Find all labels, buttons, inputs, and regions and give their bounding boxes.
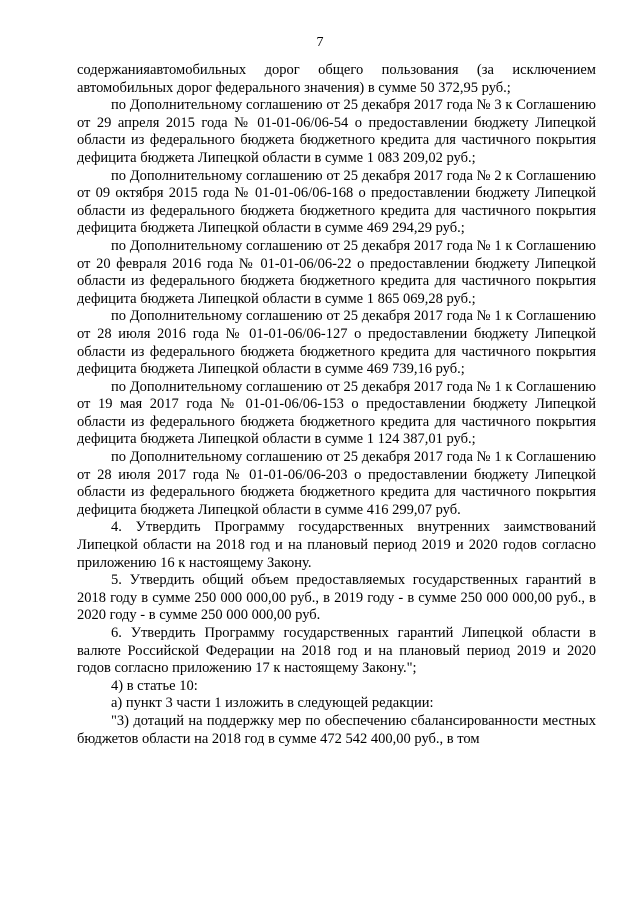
document-body xyxy=(77,62,596,748)
paragraph-agreement-1: по Дополнительному соглашению от 25 декабря 2017 года № 3 к Соглашению от 29 апреля 2015 года № 01-01-06/06-54 о предоставлении бюджету Липецкой области из федерального бюджета бюджетного кредита для частичного покрытия дефицита бюджета Липецкой области в сумме 1 083 209,02 руб.; xyxy=(77,97,596,166)
paragraph-continuation: содержанияавтомобильных дорог общего пользования (за исключением автомобильных дорог федерального значения) в сумме 50 372,95 руб.; xyxy=(77,62,596,96)
paragraph-agreement-2: по Дополнительному соглашению от 25 декабря 2017 года № 2 к Соглашению от 09 октября 2015 года № 01-01-06/06-168 о предоставлении бюджету Липецкой области из федерального бюджета бюджетного кредита для частичного покрытия дефицита бюджета Липецкой области в сумме 469 294,29 руб.; xyxy=(77,167,596,237)
paragraph-subitem-a: а) пункт 3 части 1 изложить в следующей редакции: xyxy=(111,695,434,712)
paragraph-agreement-6: по Дополнительному соглашению от 25 декабря 2017 года № 1 к Соглашению от 28 июля 2017 года № 01-01-06/06-203 о предоставлении бюджету Липецкой области из федерального бюджета бюджетного кредита для частичного покрытия дефицита бюджета Липецкой области в сумме 416 299,07 руб. xyxy=(77,449,596,518)
page-number: 7 xyxy=(316,35,324,50)
paragraph-agreement-5: по Дополнительному соглашению от 25 декабря 2017 года № 1 к Соглашению от 19 мая 2017 года № 01-01-06/06-153 о предоставлении бюджету Липецкой области из федерального бюджета бюджетного кредита для частичного покрытия дефицита бюджета Липецкой области в сумме 1 124 387,01 руб.; xyxy=(77,378,596,448)
paragraph-item-6: 6. Утвердить Программу государственных гарантий Липецкой области в валюте Российской Федерации на 2018 год и на плановый период 2019 и 2020 годов согласно приложению 17 к настоящему Закону."; xyxy=(77,625,596,677)
paragraph-article-10: 4) в статье 10: xyxy=(111,677,198,694)
paragraph-item-5: 5. Утвердить общий объем предоставляемых государственных гарантий в 2018 году в сумме 250 000 000,00 руб., в 2019 году - в сумме 250 000 000,00 руб., в 2020 году - в сумме 250 000 000,00 руб. xyxy=(77,572,596,624)
paragraph-agreement-4: по Дополнительному соглашению от 25 декабря 2017 года № 1 к Соглашению от 28 июля 2016 года № 01-01-06/06-127 о предоставлении бюджету Липецкой области из федерального бюджета бюджетного кредита для частичного покрытия дефицита бюджета Липецкой области в сумме 469 739,16 руб.; xyxy=(77,308,596,378)
paragraph-item-4: 4. Утвердить Программу государственных внутренних заимствований Липецкой области на 2018 год и на плановый период 2019 и 2020 годов согласно приложению 16 к настоящему Закону. xyxy=(77,519,596,571)
paragraph-agreement-3: по Дополнительному соглашению от 25 декабря 2017 года № 1 к Соглашению от 20 февраля 2016 года № 01-01-06/06-22 о предоставлении бюджету Липецкой области из федерального бюджета бюджетного кредита для частичного покрытия дефицита бюджета Липецкой области в сумме 1 865 069,28 руб.; xyxy=(77,237,596,307)
paragraph-subsidies: "3) дотаций на поддержку мер по обеспечению сбалансированности местных бюджетов области на 2018 год в сумме 472 542 400,00 руб., в том xyxy=(77,712,596,747)
